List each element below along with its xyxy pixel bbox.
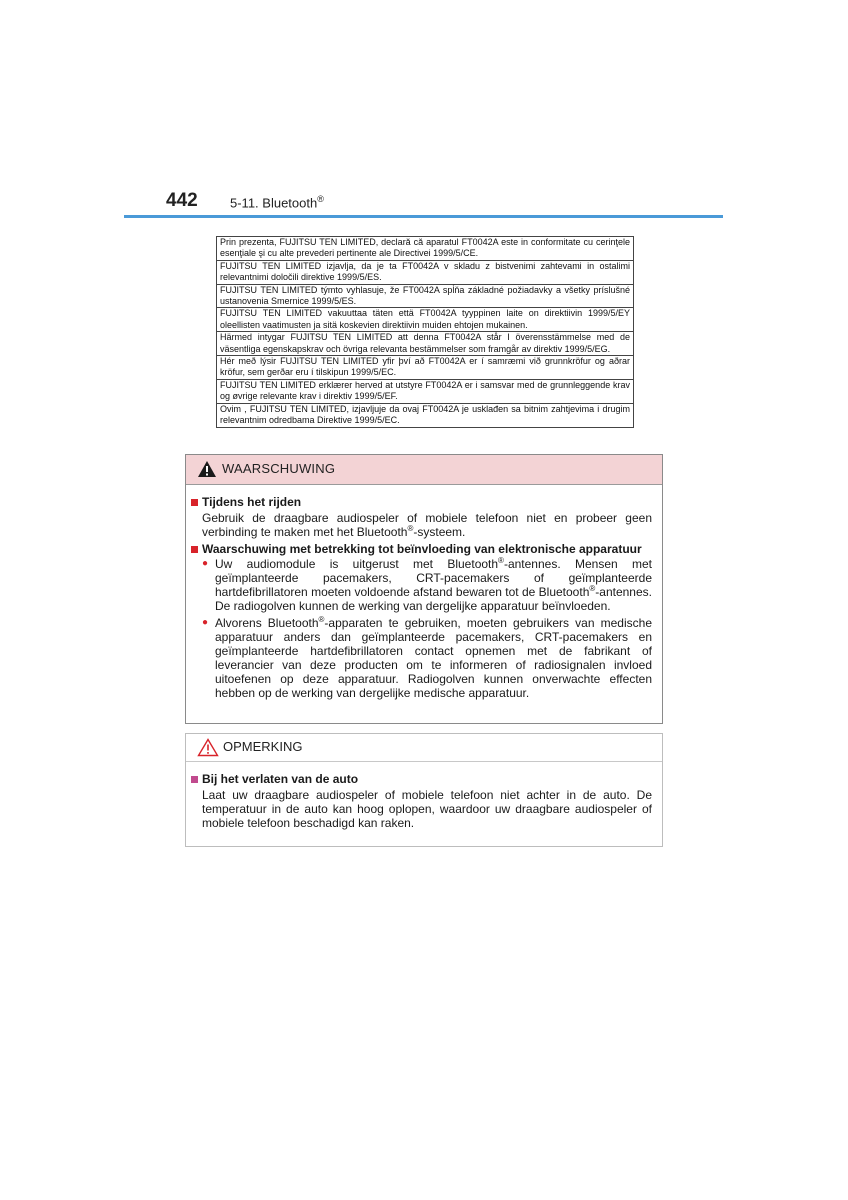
text-run: -systeem.: [413, 525, 466, 539]
warning-box: [185, 454, 663, 724]
list-item: [202, 616, 652, 700]
declaration-table: [216, 236, 634, 428]
bullet-dot-icon: ●: [202, 617, 209, 628]
caution-triangle-icon: [197, 738, 219, 762]
text-run: Gebruik de draagbare audiospeler of mobiele telefoon niet en probeer geen verbinding te maken met het Bluetooth: [202, 511, 652, 539]
registered-mark: ®: [407, 524, 414, 533]
warning-section1-text: [202, 511, 652, 539]
registered-mark: ®: [589, 584, 596, 593]
note-section-heading: [191, 772, 652, 787]
section-title-text: 5-11. Bluetooth: [230, 195, 318, 211]
declaration-cell: Härmed intygar FUJITSU TEN LIMITED att denna FT0042A står I överensstämmelse med de väsentliga egenskapskrav och övriga relevanta bestämmelser som framgår av direktiv 1999/5/EG.: [217, 332, 634, 356]
text-run: Uw audiomodule is uitgerust met Bluetooth: [215, 557, 499, 571]
list-item: [202, 557, 652, 613]
table-row: [217, 284, 634, 308]
declaration-cell: FUJITSU TEN LIMITED izjavlja, da je ta FT0042A v skladu z bistvenimi zahtevami in ostalimi relevantnimi določili direktive 1999/5/ES.: [217, 260, 634, 284]
bullet-text: [215, 616, 652, 700]
bullet-dot-icon: ●: [202, 558, 209, 569]
section-title: [230, 194, 324, 210]
red-square-icon: [191, 499, 198, 506]
table-row: [217, 403, 634, 427]
declaration-cell: Ovim , FUJITSU TEN LIMITED, izjavljuje da ovaj FT0042A je usklađen sa bitnim zahtjevima i drugim relevantnim odredbama Direktive 1999/5/EC.: [217, 403, 634, 427]
text-run: -antennes. De radiogolven kunnen de werking van dergelijke apparatuur beïnvloeden.: [215, 585, 652, 613]
declaration-cell: FUJITSU TEN LIMITED týmto vyhlasuje, že FT0042A spĺňa základné požiadavky a všetky príslušné ustanovenia Smernice 1999/5/ES.: [217, 284, 634, 308]
warning-section1-title: Tijdens het rijden: [202, 495, 302, 509]
note-section-text: Laat uw draagbare audiospeler of mobiele telefoon niet achter in de auto. De temperatuur in de auto kan hoog oplopen, waardoor uw draagbare audiospeler of mobiele telefoon beschadigd kan raken.: [202, 788, 652, 830]
warning-body: [186, 485, 662, 700]
registered-mark: ®: [318, 615, 325, 624]
text-run: -antennes. Mensen met geïmplanteerde pacemakers, CRT-pacemakers of geïmplanteerde hartdefibrillatoren moeten voldoende afstand bewaren tot de Bluetooth: [215, 557, 652, 599]
warning-label: WAARSCHUWING: [222, 461, 336, 476]
table-row: [217, 356, 634, 380]
text-run: Alvorens Bluetooth: [215, 616, 319, 630]
declaration-cell: Prin prezenta, FUJITSU TEN LIMITED, declară că aparatul FT0042A este in conformitate cu cerinţele esenţiale şi cu alte prevederi pertinente ale Directivei 1999/5/CE.: [217, 237, 634, 261]
warning-header: [186, 455, 662, 485]
pink-square-icon: [191, 776, 198, 783]
red-square-icon: [191, 546, 198, 553]
declaration-cell: FUJITSU TEN LIMITED vakuuttaa täten että FT0042A tyyppinen laite on direktiivin 1999/5/EY oleellisten vaatimusten ja sitä koskevien direktiivin muiden ehtojen mukainen.: [217, 308, 634, 332]
declaration-cell: FUJITSU TEN LIMITED erklærer herved at utstyre FT0042A er i samsvar med de grunnleggende krav og øvrige relevante krav i direktiv 1999/5/EF.: [217, 379, 634, 403]
table-row: [217, 237, 634, 261]
table-row: [217, 379, 634, 403]
table-row: [217, 332, 634, 356]
table-row: [217, 308, 634, 332]
note-section-title: Bij het verlaten van de auto: [202, 772, 359, 786]
header-rule: [124, 215, 723, 218]
text-run: -apparaten te gebruiken, moeten gebruikers van medische apparatuur anders dan geïmplanteerde pacemakers, CRT-pacemakers en geïmplanteerde hartdefibrillatoren contact opnemen met de fabrikant of leverancier van deze producten om te informeren of radiosignalen invloed uitoefenen op deze apparatuur. Radiogolven kunnen onverwachte effecten hebben op de werking van dergelijke medische apparatuur.: [215, 616, 652, 700]
note-body: [186, 762, 662, 830]
note-box: [185, 733, 663, 847]
warning-triangle-icon: [197, 460, 217, 483]
page-header: [166, 190, 722, 216]
note-label: OPMERKING: [223, 739, 303, 754]
table-row: [217, 260, 634, 284]
warning-section-heading: [191, 495, 652, 510]
page-number: 442: [166, 190, 198, 211]
warning-section2-title: Waarschuwing met betrekking tot beïnvloeding van elektronische apparatuur: [202, 542, 642, 556]
registered-mark: ®: [498, 556, 504, 565]
registered-mark: ®: [317, 194, 324, 204]
warning-section-heading: [191, 542, 652, 557]
bullet-text: [215, 557, 652, 613]
declaration-cell: Hér með lýsir FUJITSU TEN LIMITED yfir því að FT0042A er í samræmi við grunnkröfur og aðrar kröfur, sem gerðar eru í tilskipun 1999/5/EC.: [217, 356, 634, 380]
note-header: [186, 734, 662, 762]
